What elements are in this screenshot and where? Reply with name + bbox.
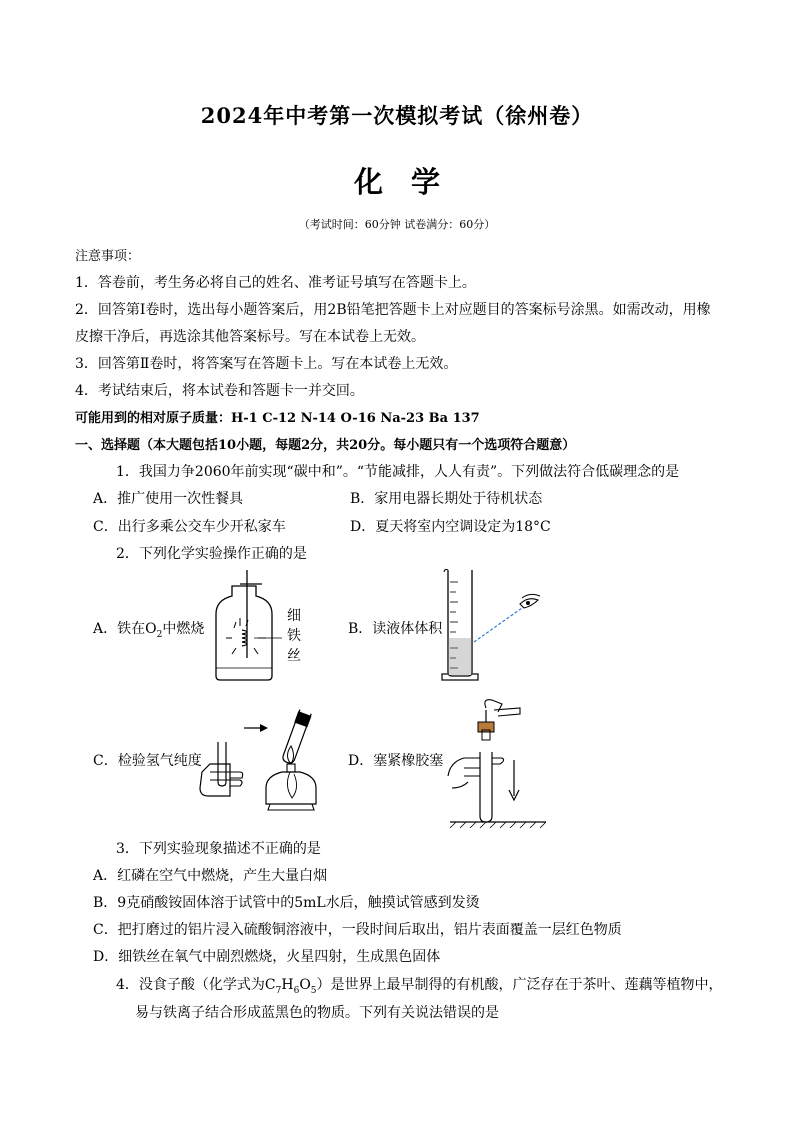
- note-1: 1．答卷前，考生务必将自己的姓名、准考证号填写在答题卡上。: [75, 275, 476, 291]
- note-2: 2．回答第Ⅰ卷时，选出每小题答案后，用2B铅笔把答题卡上对应题目的答案标号涂黑。如需改动，用橡: [75, 302, 711, 318]
- section-1-heading: 一、选择题（本大题包括10小题，每题2分，共20分。每小题只有一个选项符合题意）: [75, 438, 576, 453]
- q1-option-c: C．出行多乘公交车少开私家车: [93, 519, 286, 535]
- figure-rubber-stopper: [442, 696, 552, 828]
- iron-wire-label: 细 铁 丝: [287, 608, 301, 664]
- notes-heading: 注意事项：: [75, 249, 141, 264]
- note-2-cont: 皮擦干净后，再选涂其他答案标号。写在本试卷上无效。: [75, 329, 425, 345]
- note-4: 4．考试结束后，将本试卷和答题卡一并交回。: [75, 383, 364, 399]
- q1-stem: 1．我国力争2060年前实现“碳中和”。“节能减排，人人有责”。下列做法符合低碳理念的是: [116, 464, 680, 480]
- note-3: 3．回答第Ⅱ卷时，将答案写在答题卡上。写在本试卷上无效。: [75, 356, 458, 372]
- atomic-mass: 可能用到的相对原子质量：H-1 C-12 N-14 O-16 Na-23 Ba 137: [75, 411, 480, 426]
- q4-stem: 4．没食子酸（化学式为$C_7H_6O_5$）是世界上最早制得的有机酸，广泛存在于茶叶、莲藕等植物中，: [116, 977, 723, 996]
- q4-stem-line-2: 易与铁离子结合形成蓝黑色的物质。下列有关说法错误的是: [135, 1005, 499, 1021]
- q3-option-c: C．把打磨过的铝片浸入硫酸铜溶液中，一段时间后取出，铝片表面覆盖一层红色物质: [93, 922, 622, 938]
- subject-title: 化学: [353, 165, 468, 199]
- q3-option-a: A．红磷在空气中燃烧，产生大量白烟: [93, 868, 328, 884]
- q1-option-a: A．推广使用一次性餐具: [93, 491, 244, 507]
- figure-graduated-cylinder: [436, 568, 556, 683]
- figure-hydrogen-test: [196, 708, 326, 814]
- q2-option-b: B．读液体体积: [348, 621, 443, 637]
- q1-option-d: D．夏天将室内空调设定为18°C: [350, 519, 551, 535]
- q2-option-a: A．铁在$O_2$中燃烧: [93, 621, 205, 640]
- q2-stem: 2．下列化学实验操作正确的是: [116, 546, 307, 562]
- exam-time-info: （考试时间：60分钟 试卷满分：60分）: [298, 218, 496, 231]
- q2-option-d: D．塞紧橡胶塞: [348, 753, 444, 769]
- exam-title: 2024年中考第一次模拟考试（徐州卷）: [200, 103, 594, 128]
- q3-option-d: D．细铁丝在氧气中剧烈燃烧，火星四射，生成黑色固体: [93, 949, 441, 965]
- q1-option-b: B．家用电器长期处于待机状态: [350, 491, 543, 507]
- q3-option-b: B．9克硝酸铵固体溶于试管中的5mL水后，触摸试管感到发烫: [93, 895, 480, 911]
- q2-option-c: C．检验氢气纯度: [93, 753, 202, 769]
- q3-stem: 3．下列实验现象描述不正确的是: [116, 841, 321, 857]
